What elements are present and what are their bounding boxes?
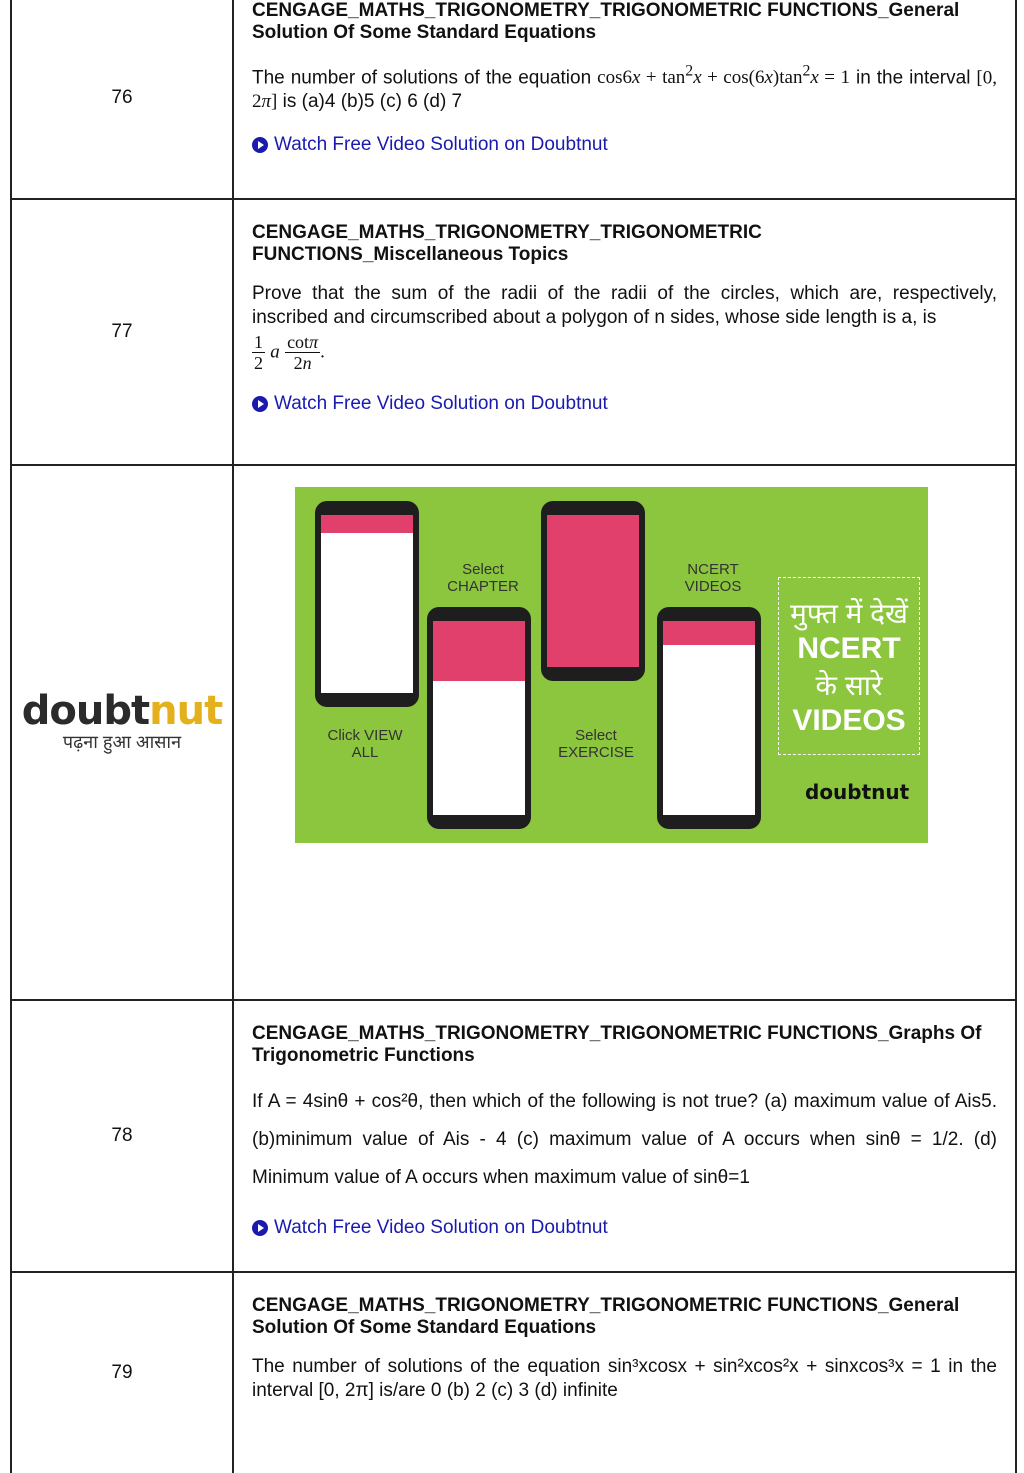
question-number: 79 [12, 1273, 234, 1473]
play-icon [252, 1220, 268, 1236]
question-cell [234, 200, 1015, 464]
question-cell [234, 1273, 1015, 1473]
logo-cell [12, 466, 234, 999]
question-text: The number of solutions of the equation $\cos 6x + \tan^2x + \cos(6x)\tan^2x = 1$ in the interval [0, 2π] is (a)4 (b)5 (c) 6 (d) 7 [252, 63, 997, 113]
topic-heading: CENGAGE_MATHS_TRIGONOMETRY_TRIGONOMETRIC FUNCTIONS_General Solution Of Some Standard Equations [252, 1295, 960, 1338]
banner-label: NCERT VIDEOS [684, 561, 742, 595]
question-text: Prove that the sum of the radii of the radii of the circles, which are, respectively, inscribed and circumscribed about a polygon of n sides, whose side length is a, is $\frac{1}{2}$ a $\frac{\cot\pi}{2n}$ . [252, 283, 997, 373]
table-row [12, 1273, 1015, 1473]
question-number: 78 [12, 1001, 234, 1271]
topic-heading: CENGAGE_MATHS_TRIGONOMETRY_TRIGONOMETRIC FUNCTIONS_General Solution Of Some Standard Equations [252, 0, 960, 43]
doubtnut-logo: doubtnut पढ़ना हुआ आसान [21, 688, 223, 752]
ncert-promo-banner[interactable] [295, 487, 928, 843]
phone-mockup [657, 607, 761, 829]
banner-logo: doubtnut [805, 780, 910, 804]
question-cell [234, 1001, 1015, 1271]
topic-heading: CENGAGE_MATHS_TRIGONOMETRY_TRIGONOMETRIC FUNCTIONS_Miscellaneous Topics [252, 222, 762, 265]
play-icon [252, 137, 268, 153]
watch-video-link[interactable]: Watch Free Video Solution on Doubtnut [252, 1217, 997, 1239]
phone-mockup [315, 501, 419, 707]
question-number: 77 [12, 200, 234, 464]
banner-label: Select EXERCISE [558, 727, 634, 761]
promo-textbox: मुफ्त में देखें NCERT के सारे VIDEOS [778, 577, 920, 755]
table-row [12, 1001, 1015, 1273]
question-number: 76 [12, 0, 234, 198]
topic-heading: CENGAGE_MATHS_TRIGONOMETRY_TRIGONOMETRIC FUNCTIONS_Graphs Of Trigonometric Functions [252, 1023, 982, 1066]
question-text: The number of solutions of the equation sin³xcosx + sin²xcos²x + sinxcos³x = 1 in the interval [0, 2π] is/are 0 (b) 2 (c) 3 (d) infinite [252, 1356, 997, 1401]
play-icon [252, 396, 268, 412]
table-row [12, 0, 1015, 200]
tagline: पढ़ना हुआ आसान [62, 732, 182, 752]
question-cell [234, 0, 1015, 198]
table-row [12, 200, 1015, 466]
banner-label: Select CHAPTER [447, 561, 519, 595]
question-text: If A = 4sinθ + cos²θ, then which of the following is not true? (a) maximum value of Ais5. (b)minimum value of Ais - 4 (c) maximum value of A occurs when sinθ = 1/2. (d) Minimum value of A occurs when maximum value of sinθ=1 [252, 1091, 997, 1188]
watch-video-link[interactable]: Watch Free Video Solution on Doubtnut [252, 393, 997, 415]
banner-label: Click VIEW ALL [327, 727, 403, 761]
phone-mockup [427, 607, 531, 829]
watch-video-link[interactable]: Watch Free Video Solution on Doubtnut [252, 134, 997, 156]
phone-mockup [541, 501, 645, 681]
